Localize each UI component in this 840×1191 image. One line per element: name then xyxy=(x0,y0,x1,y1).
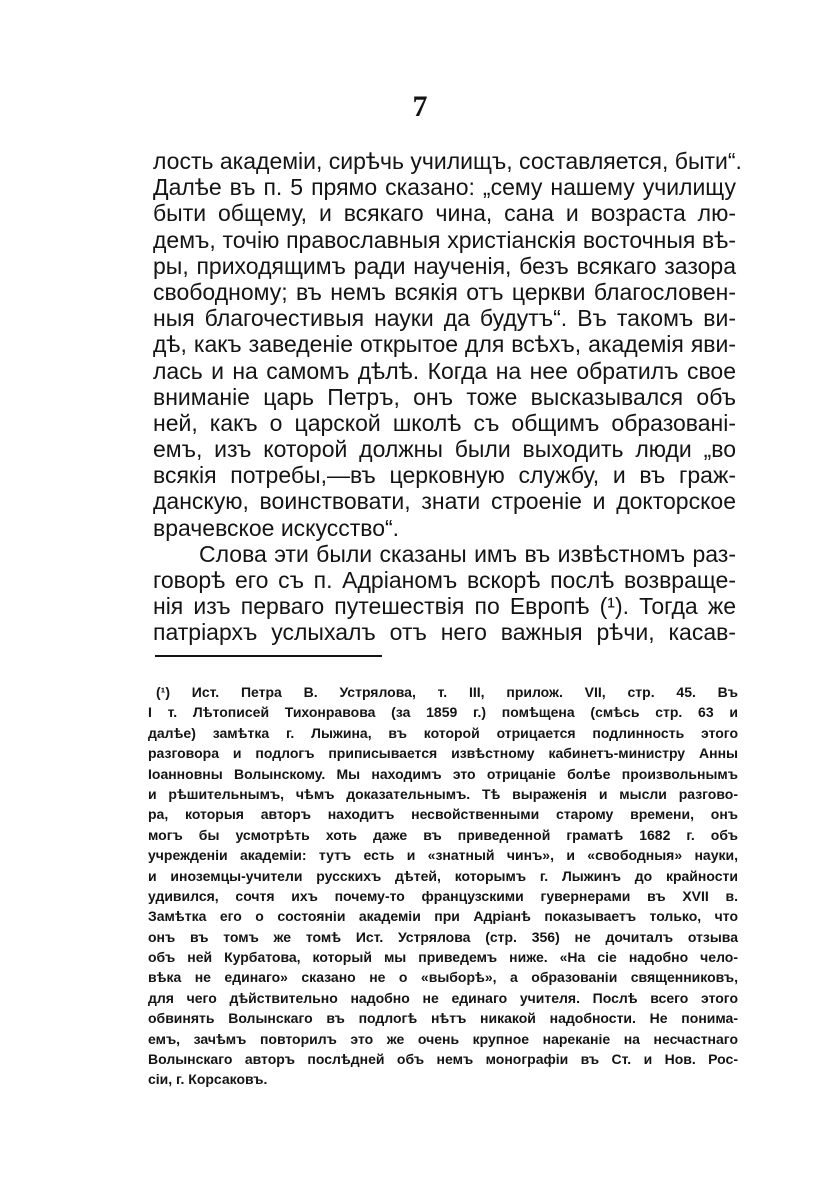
body-line: вниманіе царь Петръ, онъ тоже высказывался объ xyxy=(153,383,736,410)
body-line: Далѣе въ п. 5 прямо сказано: „сему нашему училищу xyxy=(153,174,736,201)
footnote-separator xyxy=(155,655,382,657)
body-line: лась и на самомъ дѣлѣ. Когда на нее обратилъ свое xyxy=(153,357,736,384)
footnote-line: Іоанновны Волынскому. Мы находимъ это отрицаніе болѣе произвольнымъ xyxy=(148,765,738,782)
footnote-line: и рѣшительнымъ, чѣмъ доказательнымъ. Тѣ выраженія и мысли разгово- xyxy=(148,785,738,802)
footnote-text xyxy=(148,682,738,1090)
body-line: данскую, воинствовати, знати строеніе и докторское xyxy=(153,488,736,515)
body-line: ней, какъ о царской школѣ съ общимъ образовані- xyxy=(153,409,736,436)
body-line: ныя благочестивыя науки да будутъ“. Въ такомъ ви- xyxy=(153,305,736,332)
body-line: врачевское искусство“. xyxy=(153,514,400,541)
footnote-line: разговора и подлогъ приписывается извѣстному кабинетъ-министру Анны xyxy=(148,745,738,762)
body-line: нія изъ перваго путешествія по Европѣ (¹). Тогда же xyxy=(153,593,736,620)
footnote-line: онъ въ томъ же томѣ Ист. Устрялова (стр. 356) не дочиталъ отзыва xyxy=(148,928,738,945)
footnote-line: удивился, сочтя ихъ почему-то французскими гувернерами въ XVII в. xyxy=(148,887,738,904)
body-line: свободному; въ немъ всякія отъ церкви благословен- xyxy=(153,278,736,305)
body-line: всякія потребы,—въ церковную службу, и въ граж- xyxy=(153,462,736,489)
body-line: ры, приходящимъ ради наученія, безъ всякаго зазора xyxy=(153,252,736,279)
footnote-line: обвинять Волынскаго въ подлогѣ нѣтъ никакой надобности. Не понима- xyxy=(148,1010,738,1027)
body-line: быти общему, и всякаго чина, сана и возраста лю- xyxy=(153,200,736,227)
footnote-line: учрежденіи академіи: тутъ есть и «знатный чинъ», и «свободныя» науки, xyxy=(148,847,738,864)
footnote-line: объ ней Курбатова, который мы приведемъ ниже. «На сіе надобно чело- xyxy=(148,949,738,966)
footnote-line: и иноземцы-учители русскихъ дѣтей, которымъ г. Лыжинъ до крайности xyxy=(148,867,738,884)
body-line: демъ, точію православныя христіанскія восточныя вѣ- xyxy=(153,226,736,253)
footnote-line: далѣе) замѣтка г. Лыжина, въ которой отрицается подлинность этого xyxy=(148,724,738,741)
body-line: говорѣ его съ п. Адріаномъ вскорѣ послѣ возвраще- xyxy=(153,567,736,593)
body-line: патріархъ услыхалъ отъ него важныя рѣчи, касав- xyxy=(153,619,736,646)
footnote-line: (¹) Ист. Петра В. Устрялова, т. III, прилож. VII, стр. 45. Въ xyxy=(156,684,738,700)
footnote-line: I т. Лѣтописей Тихонравова (за 1859 г.) помѣщена (смѣсь стр. 63 и xyxy=(148,704,738,721)
body-line: емъ, изъ которой должны были выходить люди „во xyxy=(153,436,736,463)
body-line: дѣ, какъ заведеніе открытое для всѣхъ, академія яви- xyxy=(153,331,736,358)
footnote-line: Замѣтка его о состояніи академіи при Адріанѣ показываетъ только, что xyxy=(148,908,738,925)
footnote-line: Волынскаго авторъ послѣдней объ немъ монографіи въ Ст. и Нов. Рос- xyxy=(148,1051,738,1068)
footnote-line: могъ бы усмотрѣть хоть даже въ приведенной граматѣ 1682 г. объ xyxy=(148,826,738,843)
footnote-line: для чего дѣйствительно надобно не единаго учителя. Послѣ всего этого xyxy=(148,989,738,1006)
body-text xyxy=(153,148,742,646)
footnote-line: ра, которыя авторъ находитъ несвойственными старому времени, онъ xyxy=(148,806,738,823)
footnote-line: сіи, г. Корсаковъ. xyxy=(148,1071,268,1088)
page-number: 7 xyxy=(412,90,428,123)
body-line: лость академіи, сирѣчь училищъ, составляется, быти“. xyxy=(153,148,742,174)
footnote-line: вѣка не единаго» сказано не о «выборѣ», а образованіи священниковъ, xyxy=(148,969,738,986)
body-line: Слова эти были сказаны имъ въ извѣстномъ раз- xyxy=(199,540,736,567)
footnote-line: емъ, зачѣмъ повторилъ это же очень крупное нареканіе на несчастнаго xyxy=(148,1030,738,1047)
